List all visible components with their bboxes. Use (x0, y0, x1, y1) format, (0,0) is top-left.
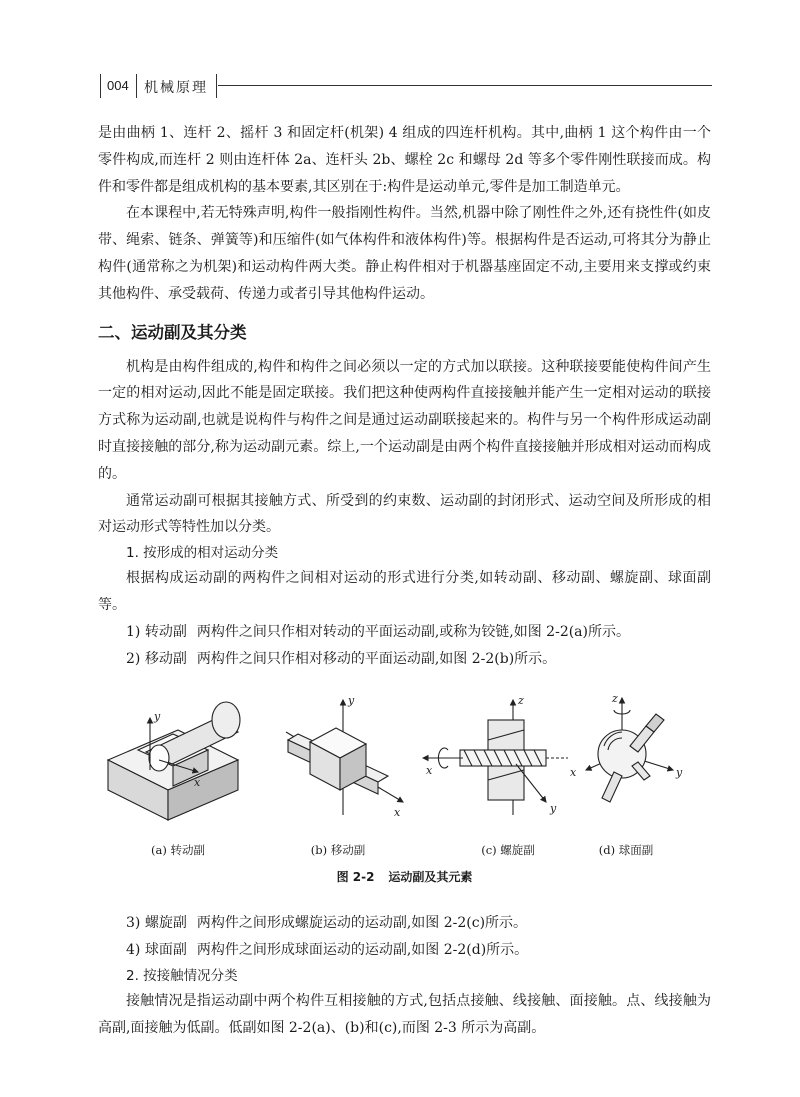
prismatic-pair-drawing (286, 700, 403, 815)
book-title: 机械原理 (144, 80, 208, 96)
item-text: 两构件之间只作相对移动的平面运动副,如图 2-2(b)所示。 (196, 650, 557, 667)
axis-label-z: z (612, 692, 618, 706)
axis-label-y: y (348, 694, 355, 708)
subsection-heading: 1. 按形成的相对运动分类 (126, 545, 279, 562)
axis-label-x: x (194, 776, 201, 790)
running-header (100, 72, 712, 102)
item-label: 3) 螺旋副 (126, 915, 187, 932)
header-rule (218, 85, 712, 86)
axis-label-y: y (550, 802, 557, 816)
axis-label-x: x (570, 766, 577, 780)
page-body (98, 120, 711, 1042)
subsection-heading: 2. 按接触情况分类 (126, 967, 238, 984)
list-item (98, 619, 711, 646)
figure-2-2 (98, 690, 711, 902)
subcaption: (b) 移动副 (310, 843, 366, 858)
axis-label-y: y (676, 766, 683, 780)
list-item (98, 910, 711, 937)
paragraph: 根据构成运动副的两构件之间相对运动的形式进行分类,如转动副、移动副、螺旋副、球面副等。 (98, 570, 711, 613)
subcaption: (c) 螺旋副 (481, 843, 535, 858)
item-text: 两构件之间形成球面运动的运动副,如图 2-2(d)所示。 (196, 942, 529, 959)
axis-label-x: x (394, 806, 401, 820)
revolute-pair-drawing (108, 702, 240, 820)
axis-label-y: y (154, 710, 161, 724)
item-label: 4) 球面副 (126, 942, 187, 959)
header-divider (136, 74, 137, 98)
axis-label-x: x (426, 764, 433, 778)
paragraph: 通常运动副可根据其接触方式、所受到的约束数、运动副的封闭形式、运动空间及所形成的相对运动形式等特性加以分类。 (98, 492, 711, 536)
figure-illustrations (98, 690, 711, 860)
figure-title: 运动副及其元素 (388, 870, 473, 885)
paragraph: 接触情况是指运动副中两个构件互相接触的方式,包括点接触、线接触、面接触。点、线接触为高副,面接触为低副。低副如图 2-2(a)、(b)和(c),而图 2-3 所示为高副。 (98, 992, 711, 1036)
item-label: 2) 移动副 (126, 650, 187, 667)
subcaption: (a) 转动副 (151, 843, 205, 858)
helical-pair-drawing (423, 700, 568, 815)
spherical-pair-drawing (586, 698, 673, 802)
figure-caption (98, 868, 711, 885)
list-item (98, 937, 711, 964)
item-label: 1) 转动副 (126, 623, 187, 640)
paragraph: 在本课程中,若无特殊声明,构件一般指刚性构件。当然,机器中除了刚性件之外,还有挠性件(如皮带、绳索、链条、弹簧等)和压缩件(如气体构件和液体构件)等。根据构件是否运动,可将其分为静止构件(通常称之为机架)和运动构件两大类。静止构件相对于机器基座固定不动,主要用来支撑或约束其他构件、承受载荷、传递力或者引导其他构件运动。 (98, 205, 711, 302)
subcaption: (d) 球面副 (598, 843, 654, 858)
axis-label-z: z (518, 694, 524, 708)
list-item (98, 646, 711, 673)
figure-number: 图 2-2 (336, 870, 375, 885)
header-divider (100, 74, 101, 98)
header-divider (216, 74, 217, 98)
item-text: 两构件之间形成螺旋运动的运动副,如图 2-2(c)所示。 (196, 915, 528, 932)
section-heading: 二、运动副及其分类 (98, 322, 247, 342)
paragraph: 机构是由构件组成的,构件和构件之间必须以一定的方式加以联接。这种联接要能使构件间产生一定的相对运动,因此不能是固定联接。我们把这种使两构件直接接触并能产生一定相对运动的联接方式称为运动副,也就是说构件与构件之间是通过运动副联接起来的。构件与另一个构件形成运动副时直接接触的部分,称为运动副元素。综上,一个运动副是由两个构件直接接触并形成相对运动而构成的。 (98, 358, 711, 482)
paragraph: 是由曲柄 1、连杆 2、摇杆 3 和固定杆(机架) 4 组成的四连杆机构。其中,曲柄 1 这个构件由一个零件构成,而连杆 2 则由连杆体 2a、连杆头 2b、螺栓 2c 和螺母 2d 等多个零件刚性联接而成。构件和零件都是组成机构的基本要素,其区别在于:构件是运动单元,零件是加工制造单元。 (98, 125, 711, 195)
item-text: 两构件之间只作相对转动的平面运动副,或称为铰链,如图 2-2(a)所示。 (196, 623, 630, 640)
page-number: 004 (107, 78, 129, 93)
